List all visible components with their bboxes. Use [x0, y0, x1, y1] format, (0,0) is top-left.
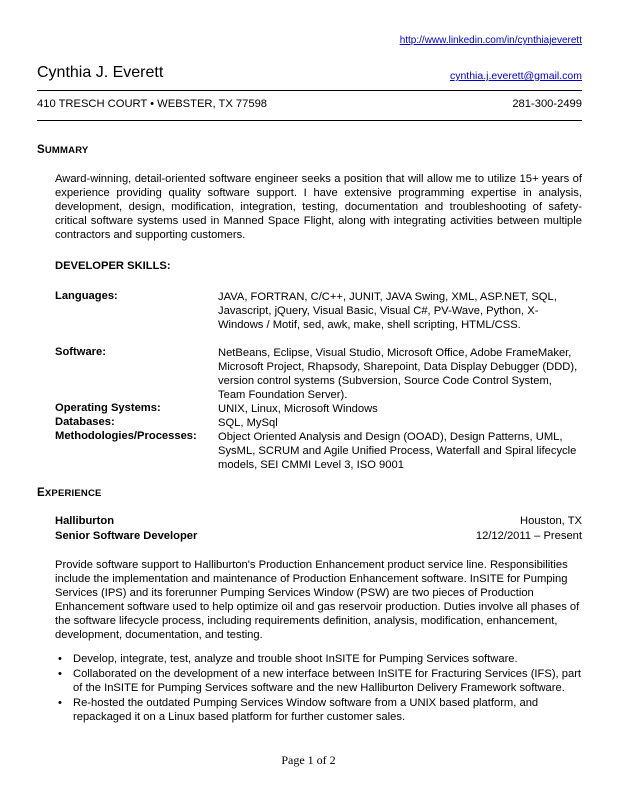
- experience-heading-rest: XPERIENCE: [44, 488, 102, 499]
- summary-text: Award-winning, detail-oriented software engineer seeks a position that will allow me to utilize 15+ years of experience providing quality software support. I have extensive programming expertise in analysis, development, design, modification, integration, testing, documentation and troubleshooting of safety-critical software systems used in Manned Space Flight, along with integrating activities between multiple contractors and supporting customers.: [55, 173, 582, 241]
- email-link[interactable]: cynthia.j.everett@gmail.com: [449, 70, 582, 82]
- skill-value: JAVA, FORTRAN, C/C++, JUNIT, JAVA Swing, XML, ASP.NET, SQL, Javascript, jQuery, Visual Basic, Visual C#, PV-Wave, Python, X-Windows / Motif, sed, awk, make, shell scripting, HTML/CSS.: [218, 291, 557, 331]
- summary-heading: [37, 144, 88, 156]
- skill-label: Databases:: [55, 416, 115, 428]
- skill-value: SQL, MySql: [218, 417, 278, 429]
- job-location: Houston, TX: [520, 515, 582, 527]
- bullet-icon: •: [58, 653, 62, 665]
- bullet-text: Re-hosted the outdated Pumping Services Window software from a UNIX based platform, and repackaged it on a Linux based platform for further customer sales.: [73, 697, 539, 723]
- skill-label: Software:: [55, 346, 106, 358]
- list-item: [55, 652, 582, 666]
- linkedin-link[interactable]: http://www.linkedin.com/in/cynthiajeverett: [399, 35, 582, 46]
- job-bullet-list: [55, 652, 582, 725]
- address-divider: [37, 120, 582, 121]
- job-title: Senior Software Developer: [55, 530, 198, 542]
- skill-label: Methodologies/Processes:: [55, 430, 197, 442]
- list-item: [55, 667, 582, 695]
- job-dates: 12/12/2011 – Present: [475, 530, 582, 542]
- skill-value: UNIX, Linux, Microsoft Windows: [218, 403, 378, 415]
- summary-heading-initial: S: [37, 144, 45, 156]
- list-item: [55, 696, 582, 724]
- address: 410 TRESCH COURT • WEBSTER, TX 77598: [37, 98, 268, 110]
- skill-label: Operating Systems:: [55, 402, 161, 414]
- page-number: Page 1 of 2: [281, 753, 336, 767]
- candidate-name: Cynthia J. Everett: [37, 64, 164, 81]
- skills-heading: DEVELOPER SKILLS:: [55, 260, 171, 272]
- skill-value: NetBeans, Eclipse, Visual Studio, Microsoft Office, Adobe FrameMaker, Microsoft Project, Rhapsody, Sharepoint, Data Display Debugger (DDD), version control systems (Subversion, Source Code Control System, Team Foundation Server).: [218, 347, 578, 401]
- experience-heading-initial: E: [37, 487, 45, 499]
- bullet-text: Develop, integrate, test, analyze and trouble shoot InSITE for Pumping Services software.: [73, 653, 518, 665]
- bullet-text: Collaborated on the development of a new interface between InSITE for Fracturing Services (IFS), part of the InSITE for Pumping Services software and the new Halliburton Delivery Framework software.: [73, 668, 582, 694]
- summary-heading-rest: UMMARY: [44, 145, 89, 156]
- experience-heading: [37, 487, 102, 499]
- header-divider: [37, 90, 582, 91]
- phone: 281-300-2499: [512, 98, 582, 110]
- bullet-icon: •: [58, 697, 62, 709]
- skill-label: Languages:: [55, 290, 118, 302]
- company-name: Halliburton: [55, 515, 115, 527]
- skill-value: Object Oriented Analysis and Design (OOAD), Design Patterns, UML, SysML, SCRUM and Agile Unified Process, Waterfall and Spiral lifecycle models, SEI CMMI Level 3, ISO 9001: [218, 431, 577, 471]
- bullet-icon: •: [58, 668, 62, 680]
- job-description: Provide software support to Halliburton's Production Enhancement product service line. Responsibilities include the implementation and maintenance of Production Enhancement software. InSITE for Pumping Services (IPS) and its forerunner Pumping Services Window (PSW) are two pieces of Production Enhancement software used to help optimize oil and gas reservoir production. Duties involve all phases of the software lifecycle process, including requirements definition, analysis, modification, enhancement, development, documentation, and testing.: [55, 559, 580, 641]
